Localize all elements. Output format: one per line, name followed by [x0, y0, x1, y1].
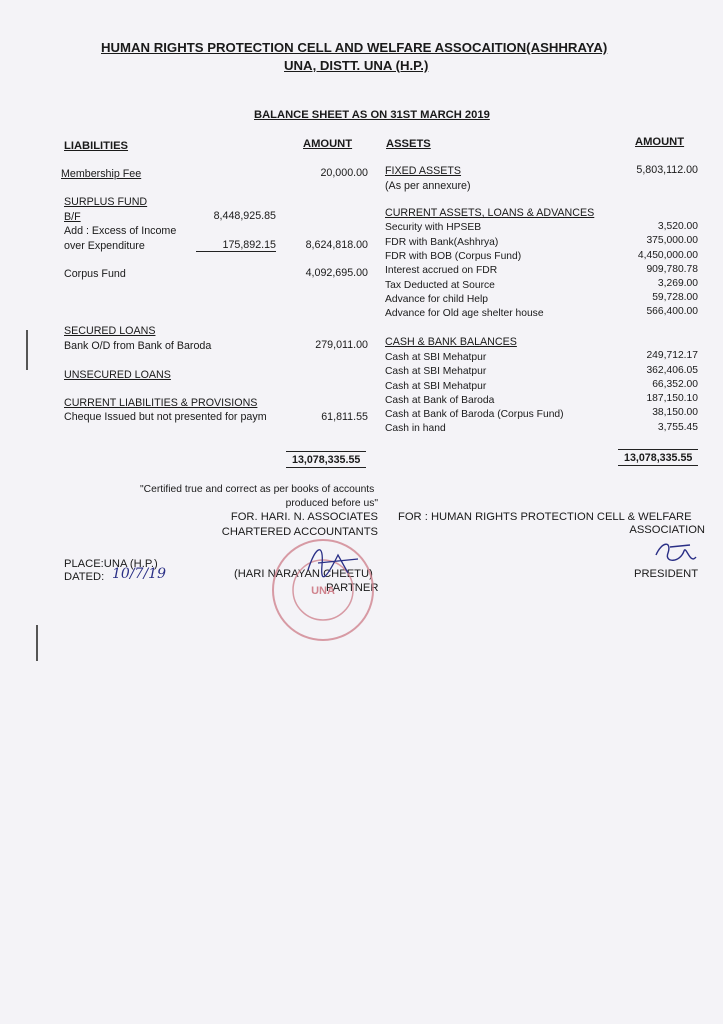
fixed-assets-amount: 5,803,112.00 [636, 164, 698, 176]
secured-loans-heading: SECURED LOANS [64, 325, 156, 337]
cash-bank-heading: CASH & BANK BALANCES [385, 336, 517, 348]
surplus-fund-total: 8,624,818.00 [305, 239, 368, 251]
cheque-issued-amount: 61,811.55 [321, 411, 368, 423]
list-item: Advance for Old age shelter house [385, 308, 544, 319]
list-item-amount: 3,520.00 [657, 221, 698, 232]
list-item-amount: 66,352.00 [652, 379, 698, 390]
list-item-amount: 3,755.45 [657, 422, 698, 433]
assets-total: 13,078,335.55 [618, 449, 698, 466]
corpus-fund-amount: 4,092,695.00 [305, 267, 368, 279]
bank-od-amount: 279,011.00 [315, 339, 368, 351]
organization-for-line-1: FOR : HUMAN RIGHTS PROTECTION CELL & WELFARE [398, 511, 692, 523]
list-item-amount: 3,269.00 [657, 278, 698, 289]
president-signature [650, 535, 700, 571]
org-title: HUMAN RIGHTS PROTECTION CELL AND WELFARE ASSOCAITION(ASHHRAYA) [101, 40, 608, 55]
membership-fee-label: Membership Fee [61, 168, 142, 180]
current-assets-heading: CURRENT ASSETS, LOANS & ADVANCES [385, 207, 595, 219]
assets-heading: ASSETS [386, 138, 431, 150]
list-item-amount: 375,000.00 [646, 235, 698, 246]
list-item-amount: 4,450,000.00 [637, 250, 698, 261]
list-item-amount: 38,150.00 [652, 407, 698, 418]
bf-value: 8,448,925.85 [213, 210, 276, 222]
list-item: Security with HPSEB [385, 222, 482, 233]
sheet-title: BALANCE SHEET AS ON 31ST MARCH 2019 [254, 109, 490, 121]
margin-mark [36, 625, 38, 661]
surplus-fund-heading: SURPLUS FUND [64, 196, 148, 208]
list-item: Cash at Bank of Baroda [385, 395, 495, 406]
list-item-amount: 566,400.00 [646, 306, 698, 317]
fixed-assets-heading: FIXED ASSETS [385, 165, 462, 177]
certification-line-1: "Certified true and correct as per books of accounts [140, 484, 375, 495]
place: PLACE:UNA (H.P.) [64, 558, 158, 570]
certification-line-2: produced before us" [285, 498, 378, 509]
partner-role: PARTNER [326, 582, 379, 594]
list-item: FDR with Bank(Ashhrya) [385, 237, 499, 248]
svg-text:UNA: UNA [311, 585, 335, 597]
amount-heading-left: AMOUNT [303, 138, 353, 150]
corpus-fund-label: Corpus Fund [64, 268, 126, 280]
org-location: UNA, DISTT. UNA (H.P.) [284, 58, 429, 73]
membership-fee-amount: 20,000.00 [320, 167, 368, 179]
over-expenditure-label: over Expenditure [64, 240, 145, 252]
amount-heading-right: AMOUNT [635, 136, 685, 148]
auditor-firm-sub: CHARTERED ACCOUNTANTS [221, 526, 378, 538]
list-item-amount: 59,728.00 [652, 292, 698, 303]
list-item: Cash in hand [385, 423, 446, 434]
list-item: Advance for child Help [385, 294, 489, 305]
list-item: Cash at SBI Mehatpur [385, 381, 487, 392]
list-item: Cash at SBI Mehatpur [385, 366, 487, 377]
list-item: FDR with BOB (Corpus Fund) [385, 251, 522, 262]
list-item-amount: 362,406.05 [646, 365, 698, 376]
list-item-amount: 249,712.17 [646, 350, 698, 361]
dated-handwritten-value: 10/7/19 [112, 566, 166, 582]
liabilities-total: 13,078,335.55 [286, 451, 366, 468]
dated-label: DATED: [64, 571, 105, 583]
list-item: Cash at SBI Mehatpur [385, 352, 487, 363]
list-item-amount: 909,780.78 [646, 264, 698, 275]
partner-name: (HARI NARAYAN CHEETU) [234, 568, 373, 580]
list-item: Cash at Bank of Baroda (Corpus Fund) [385, 409, 564, 420]
fixed-assets-note: (As per annexure) [385, 180, 471, 192]
organization-for-line-2: ASSOCIATION [629, 524, 705, 536]
list-item-amount: 187,150.10 [646, 393, 698, 404]
excess-income-label: Add : Excess of Income [64, 225, 177, 237]
auditor-signature [298, 535, 378, 585]
auditor-firm: FOR. HARI. N. ASSOCIATES [230, 511, 378, 523]
bf-label: B/F [64, 211, 81, 223]
list-item: Tax Deducted at Source [385, 280, 495, 291]
president-role: PRESIDENT [634, 568, 699, 580]
unsecured-loans-heading: UNSECURED LOANS [64, 369, 171, 381]
list-item: Interest accrued on FDR [385, 265, 498, 276]
cheque-issued-label: Cheque Issued but not presented for paym [64, 411, 267, 423]
liabilities-heading: LIABILITIES [64, 140, 129, 152]
current-liabilities-heading: CURRENT LIABILITIES & PROVISIONS [64, 397, 258, 409]
excess-income-value: 175,892.15 [196, 239, 276, 252]
bank-od-label: Bank O/D from Bank of Baroda [64, 340, 212, 352]
margin-mark [26, 330, 28, 370]
